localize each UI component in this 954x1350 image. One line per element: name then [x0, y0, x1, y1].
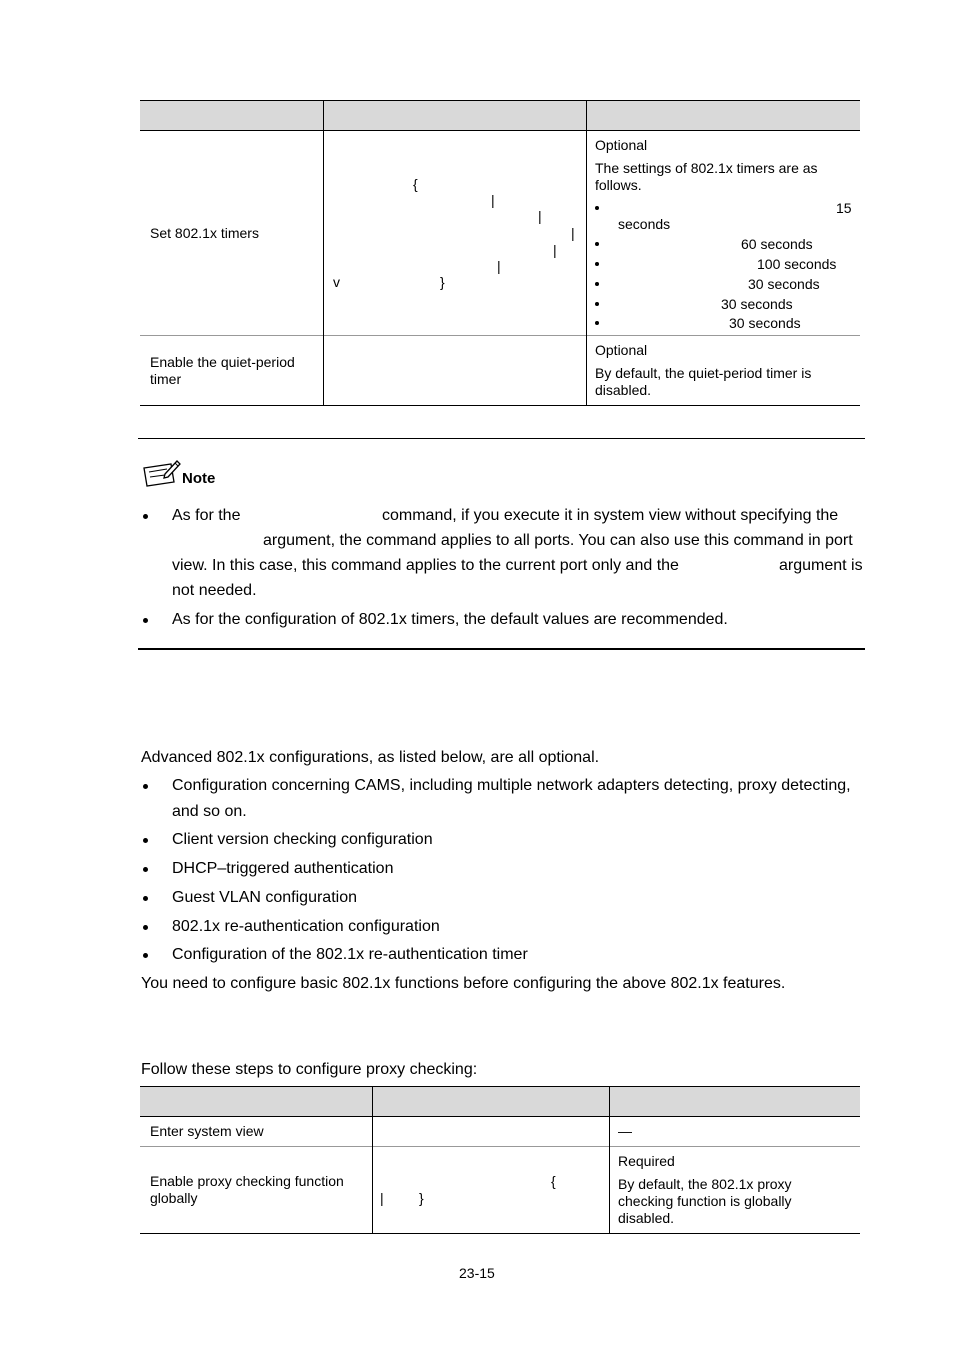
bullet-icon	[143, 838, 148, 843]
bullet-icon	[595, 242, 599, 246]
bullet-icon	[143, 514, 148, 519]
advanced-item-1-cont: and so on.	[172, 803, 247, 820]
advanced-item-5: 802.1x re-authentication configuration	[172, 918, 440, 935]
bullet-icon	[595, 321, 599, 325]
cmd-brace-close: }	[419, 1190, 424, 1206]
cmd-brace-open: {	[413, 176, 418, 192]
note-label: Note	[182, 470, 216, 487]
bullet-icon	[143, 867, 148, 872]
remarks-default: By default, the quiet-period timer is disabled.	[595, 365, 812, 398]
timer-value-3: 100 seconds	[757, 256, 837, 272]
advanced-item-3: DHCP–triggered authentication	[172, 860, 394, 877]
advanced-item-1: Configuration concerning CAMS, including multiple network adapters detecting, proxy detecting,	[172, 777, 851, 794]
bullet-icon	[595, 262, 599, 266]
advanced-item-6: Configuration of the 802.1x re-authentication timer	[172, 946, 528, 963]
cmd-pipe: |	[571, 225, 575, 241]
cmd-pipe: |	[491, 192, 495, 208]
remarks-intro: The settings of 802.1x timers are as follows.	[595, 160, 818, 193]
note-bullet1-c: argument, the command applies to all ports. You can also use this command in port	[263, 532, 853, 549]
operation-enable-proxy: Enable proxy checking function globally	[150, 1173, 344, 1206]
cmd-pipe: |	[380, 1190, 384, 1206]
bullet-icon	[143, 784, 148, 789]
bullet-icon	[595, 302, 599, 306]
advanced-item-2: Client version checking configuration	[172, 831, 433, 848]
advanced-item-4: Guest VLAN configuration	[172, 889, 357, 906]
note-bullet1-b: command, if you execute it in system view without specifying the	[382, 507, 839, 524]
cmd-pipe: |	[497, 258, 501, 274]
operation-system-view: Enter system view	[150, 1123, 264, 1139]
timer-value-1-part: 15	[836, 200, 852, 216]
timer-value-2: 60 seconds	[741, 236, 813, 252]
note-bullet1-d: view. In this case, this command applies to the current port only and the	[172, 557, 679, 574]
page-number: 23-15	[459, 1265, 495, 1281]
operation-set-timers: Set 802.1x timers	[150, 225, 259, 241]
remarks-optional: Optional	[595, 137, 648, 153]
cmd-pipe: |	[538, 208, 542, 224]
note-pencil-icon	[141, 458, 181, 488]
cmd-pipe: |	[553, 242, 557, 258]
advanced-outro: You need to configure basic 802.1x functions before configuring the above 802.1x features.	[141, 975, 786, 992]
remarks-required: Required	[618, 1153, 675, 1169]
bullet-icon	[143, 618, 148, 623]
cmd-brace-close: }	[440, 274, 445, 290]
bullet-icon	[143, 953, 148, 958]
bullet-icon	[595, 206, 599, 210]
note-bullet1-a: As for the	[172, 507, 241, 524]
operation-quiet-period: Enable the quiet-period timer	[150, 354, 295, 387]
cmd-v: v	[333, 274, 340, 290]
table-header-row	[140, 101, 860, 130]
remarks-default: By default, the 802.1x proxy checking function is globally disabled.	[618, 1176, 792, 1226]
timer-value-5: 30 seconds	[721, 296, 793, 312]
bullet-icon	[143, 896, 148, 901]
note-bullet2: As for the configuration of 802.1x timers, the default values are recommended.	[172, 611, 728, 628]
cmd-brace-open: {	[551, 1173, 556, 1189]
note-bullet1-e: argument is	[779, 557, 863, 574]
note-bullet1-f: not needed.	[172, 582, 257, 599]
table-header-row	[140, 1087, 860, 1116]
bullet-icon	[143, 925, 148, 930]
timer-value-1-seconds: seconds	[618, 216, 671, 232]
remarks-dash: —	[618, 1123, 632, 1139]
proxy-intro: Follow these steps to configure proxy checking:	[141, 1061, 478, 1078]
timer-value-4: 30 seconds	[748, 276, 820, 292]
advanced-intro: Advanced 802.1x configurations, as listed below, are all optional.	[141, 749, 600, 766]
bullet-icon	[595, 282, 599, 286]
timer-value-6: 30 seconds	[729, 315, 801, 331]
remarks-optional: Optional	[595, 342, 648, 358]
